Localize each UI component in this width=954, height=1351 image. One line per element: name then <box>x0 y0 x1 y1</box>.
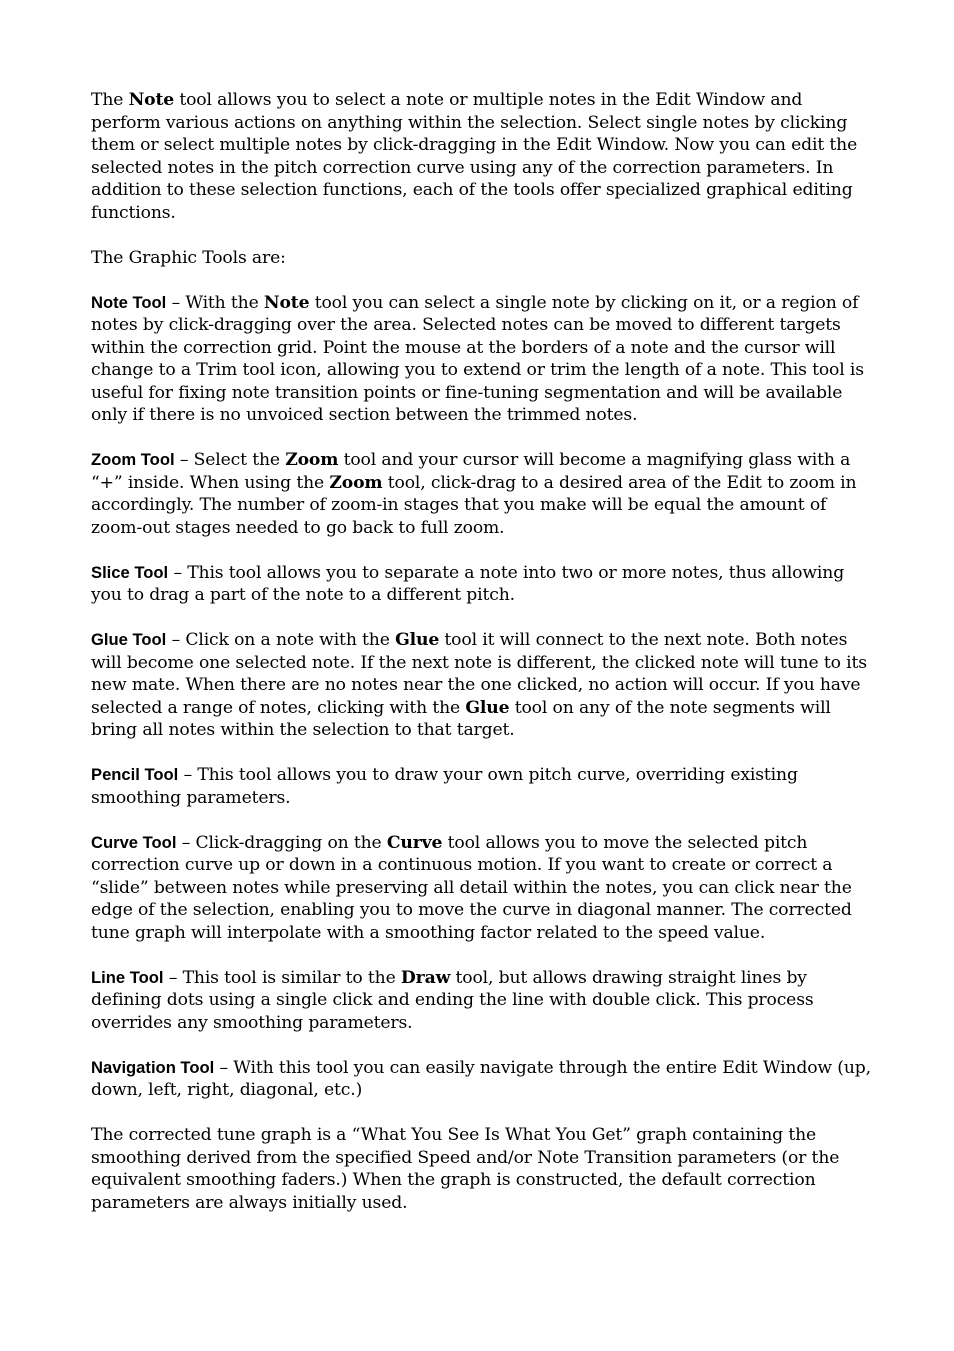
zoom-tool-text-1: – Select the <box>174 450 286 470</box>
zoom-tool-text-3: tool, click-drag to a desired area of the Edit to zoom in accordingly. The number of zoom-in stages that you make will be equal the amount of zoom-out stages needed to go back to full zoom. <box>91 472 857 538</box>
document-page <box>91 89 871 1237</box>
navigation-tool-heading: Navigation Tool <box>91 1057 215 1077</box>
line-tool-paragraph <box>91 967 871 1035</box>
line-tool-text-2: tool, but allows drawing straight lines by defining dots using a single click and ending the line with double click. This process overrides any smoothing parameters. <box>91 967 814 1033</box>
glue-tool-bold-2: Glue <box>465 697 510 718</box>
intro-text-2: tool allows you to select a note or multiple notes in the Edit Window and perform various actions on anything within the selection. Select single notes by clicking them or select multiple notes by click-dragging in the Edit Window. Now you can edit the selected notes in the pitch correction curve using any of the correction parameters. In addition to these selection functions, each of the tools offer specialized graphical editing functions. <box>91 90 858 223</box>
navigation-tool-text-1: – With this tool you can easily navigate through the entire Edit Window (up, down, left, right, diagonal, etc.) <box>91 1057 871 1100</box>
note-tool-paragraph <box>91 292 871 427</box>
glue-tool-text-2: tool it will connect to the next note. Both notes will become one selected note. If the next note is different, the clicked note will tune to its new mate. When there are no notes near the one clicked, no action will occur. If you have selected a range of notes, clicking with the <box>91 630 867 718</box>
intro-text-1: The <box>91 90 129 110</box>
slice-tool-paragraph <box>91 562 871 607</box>
zoom-tool-heading: Zoom Tool <box>91 450 175 469</box>
note-tool-heading: Note Tool <box>91 292 167 312</box>
slice-tool-text-1: – This tool allows you to separate a note into two or more notes, thus allowing you to drag a part of the note to a different pitch. <box>91 562 845 605</box>
navigation-tool-paragraph <box>91 1057 871 1102</box>
intro-note-bold: Note <box>128 90 175 110</box>
line-tool-heading: Line Tool <box>91 967 164 987</box>
glue-tool-text-1: – Click on a note with the <box>166 630 396 650</box>
zoom-tool-bold-2: Zoom <box>329 472 383 493</box>
note-tool-bold-1: Note <box>263 292 310 313</box>
note-tool-text-2: tool you can select a single note by clicking on it, or a region of notes by click-dragging over the area. Selected notes can be moved to different targets within the correction grid. Point the mouse at the borders of a note and the cursor will change to a Trim tool icon, allowing you to extend or trim the length of a note. This tool is useful for fixing note transition points or fine-tuning segmentation and will be available only if there is no unvoiced section between the trimmed notes. <box>91 292 864 425</box>
closing-paragraph: The corrected tune graph is a “What You See Is What You Get” graph containing the smoothing derived from the specified Speed and/or Note Transition parameters (or the equivalent smoothing faders.) When the graph is constructed, the default correction parameters are always initially used. <box>91 1125 840 1213</box>
line-tool-bold-1: Draw <box>400 967 451 988</box>
zoom-tool-text-2: tool and your cursor will become a magnifying glass with a “+” inside. When using the <box>91 450 851 493</box>
curve-tool-text-2: tool allows you to move the selected pitch correction curve up or down in a continuous motion. If you want to create or correct a “slide” between notes while preserving all detail within the notes, you can click near the edge of the selection, enabling you to move the curve in diagonal manner. The corrected tune graph will interpolate with a smoothing factor related to the speed value. <box>91 832 852 943</box>
intro-paragraph <box>91 89 871 224</box>
curve-tool-bold-1: Curve <box>386 832 443 853</box>
zoom-tool-paragraph <box>91 449 871 539</box>
glue-tool-heading: Glue Tool <box>91 630 167 649</box>
line-tool-text-1: – This tool is similar to the <box>163 967 401 988</box>
pencil-tool-text-1: – This tool allows you to draw your own pitch curve, overriding existing smoothing parameters. <box>91 765 798 808</box>
curve-tool-paragraph <box>91 832 871 945</box>
glue-tool-bold-1: Glue <box>395 630 440 650</box>
graphic-tools-heading: The Graphic Tools are: <box>91 247 286 268</box>
glue-tool-text-3: tool on any of the note segments will bring all notes within the selection to that target. <box>91 697 831 740</box>
pencil-tool-heading: Pencil Tool <box>91 765 179 784</box>
curve-tool-heading: Curve Tool <box>91 832 177 852</box>
pencil-tool-paragraph <box>91 764 871 809</box>
zoom-tool-bold-1: Zoom <box>285 450 339 470</box>
note-tool-text-1: – With the <box>166 292 264 313</box>
curve-tool-text-1: – Click-dragging on the <box>176 832 387 853</box>
slice-tool-heading: Slice Tool <box>91 562 169 582</box>
glue-tool-paragraph <box>91 629 871 742</box>
